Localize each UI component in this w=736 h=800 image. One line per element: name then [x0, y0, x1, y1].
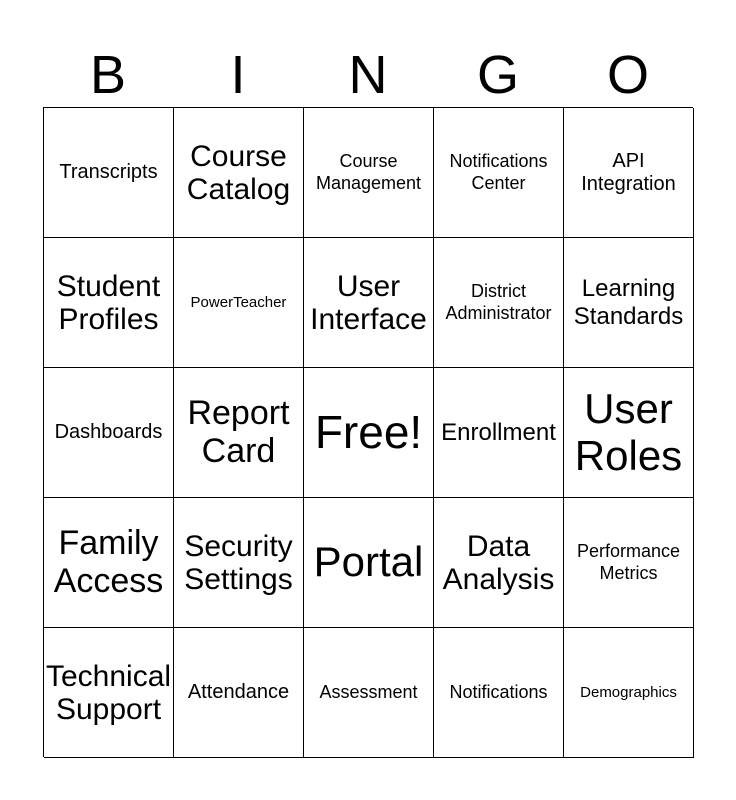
bingo-cell[interactable]: Data Analysis: [434, 498, 564, 628]
bingo-cell[interactable]: User Interface: [304, 238, 434, 368]
bingo-cell[interactable]: Course Catalog: [174, 108, 304, 238]
bingo-cell[interactable]: Portal: [304, 498, 434, 628]
bingo-cell[interactable]: Technical Support: [44, 628, 174, 758]
bingo-cell[interactable]: Security Settings: [174, 498, 304, 628]
bingo-cell[interactable]: Course Management: [304, 108, 434, 238]
bingo-cell[interactable]: Assessment: [304, 628, 434, 758]
bingo-cell[interactable]: Enrollment: [434, 368, 564, 498]
bingo-header: [43, 44, 693, 106]
free-space-cell[interactable]: Free!: [304, 368, 434, 498]
bingo-cell[interactable]: Dashboards: [44, 368, 174, 498]
header-letter-n: N: [348, 45, 388, 105]
bingo-grid: [43, 107, 693, 757]
bingo-cell[interactable]: User Roles: [564, 368, 694, 498]
header-letter-g: G: [476, 45, 519, 105]
header-letter-o: O: [606, 45, 649, 105]
bingo-cell[interactable]: Notifications Center: [434, 108, 564, 238]
bingo-cell[interactable]: Family Access: [44, 498, 174, 628]
bingo-cell[interactable]: Attendance: [174, 628, 304, 758]
bingo-cell[interactable]: Learning Standards: [564, 238, 694, 368]
bingo-cell[interactable]: PowerTeacher: [174, 238, 304, 368]
bingo-cell[interactable]: Notifications: [434, 628, 564, 758]
bingo-cell[interactable]: API Integration: [564, 108, 694, 238]
header-letter-b: B: [89, 45, 127, 105]
bingo-cell[interactable]: Report Card: [174, 368, 304, 498]
bingo-cell[interactable]: Transcripts: [44, 108, 174, 238]
bingo-cell[interactable]: Performance Metrics: [564, 498, 694, 628]
bingo-cell[interactable]: Demographics: [564, 628, 694, 758]
header-letter-i: I: [230, 45, 246, 105]
bingo-cell[interactable]: Student Profiles: [44, 238, 174, 368]
bingo-cell[interactable]: District Administrator: [434, 238, 564, 368]
